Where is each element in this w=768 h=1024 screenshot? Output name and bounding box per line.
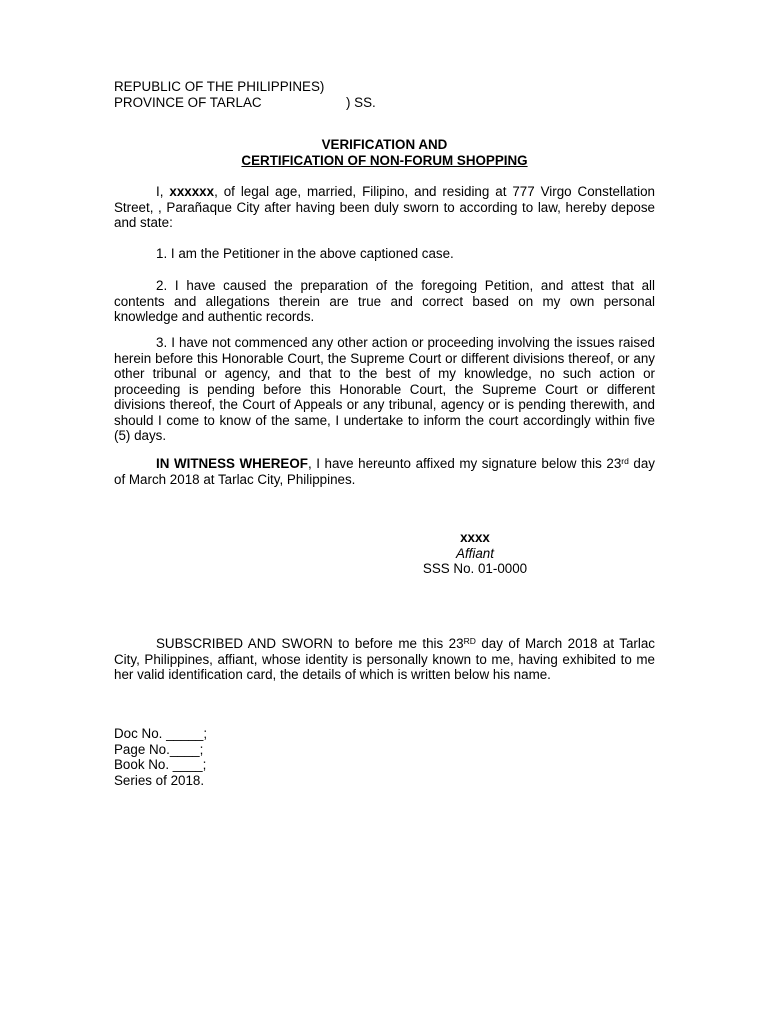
item-3: 3. I have not commenced any other action or proceeding involving the issues raised herein before this Honorable Court, the Supreme Court or different divisions thereof, or any other tribunal or agency, and that to the best of my knowledge, no such action or proceeding is pending before this Honorable Court, the Supreme Court or different divisions thereof, the Court of Appeals or any tribunal, agency or is pending therewith, and should I come to know of the same, I undertake to inform the court accordingly within five (5) days. — [114, 335, 655, 443]
witness-text-1: , I have hereunto affixed my signature below this — [307, 456, 607, 471]
venue-republic-text: REPUBLIC OF THE PHILIPPINES) — [114, 79, 325, 94]
venue-line-republic — [114, 79, 654, 95]
witness-lead: IN WITNESS WHEREOF — [156, 456, 308, 471]
intro-pre: I, — [156, 184, 170, 199]
signatory-role: Affiant — [456, 545, 494, 561]
witness-day-suffix: rd — [621, 456, 629, 466]
document-title — [114, 137, 655, 168]
affiant-name: xxxxxx — [169, 184, 215, 199]
venue-block — [114, 79, 654, 110]
notarial-register — [114, 726, 207, 788]
book-number: Book No. ____; — [114, 757, 207, 772]
witness-day: 23 — [606, 456, 622, 471]
venue-line-province — [114, 95, 654, 111]
item-2: 2. I have caused the preparation of the foregoing Petition, and attest that all contents and allegations therein are true and correct based on my own personal knowledge and authentic records. — [114, 278, 655, 324]
sss-number: SSS No. 01-0000 — [422, 561, 528, 576]
jurat-paragraph — [114, 636, 655, 683]
intro-rest: , of legal age, married, Filipino, and residing at 777 Virgo Constellation Street, , Parañaque City after having been duly sworn to according to law, hereby depose and state: — [114, 184, 655, 230]
signatory-name: xxxx — [460, 530, 490, 545]
item-1: 1. I am the Petitioner in the above captioned case. — [156, 246, 454, 261]
witness-text-2: day of March 2018 at Tarlac City, Philippines. — [114, 456, 655, 487]
venue-ss-text: ) SS. — [346, 94, 376, 110]
witness-paragraph — [114, 456, 655, 487]
page-number: Page No.____; — [114, 741, 204, 757]
jurat-day-suffix: RD — [463, 636, 476, 646]
jurat-text-1: SUBSCRIBED AND SWORN to before me this 23 — [156, 636, 464, 651]
series-year: Series of 2018. — [114, 772, 205, 788]
intro-paragraph — [114, 184, 655, 231]
doc-number: Doc No. _____; — [114, 726, 208, 741]
title-line-1: VERIFICATION AND — [321, 137, 448, 152]
signature-block — [400, 530, 550, 577]
title-line-2: CERTIFICATION OF NON-FORUM SHOPPING — [241, 152, 528, 168]
jurat-text-2: day of March 2018 at Tarlac City, Philippines, affiant, whose identity is personally known to me, having exhibited to me her valid identification card, the details of which is written below his name. — [114, 636, 656, 682]
venue-province-text: PROVINCE OF TARLAC — [114, 94, 262, 110]
